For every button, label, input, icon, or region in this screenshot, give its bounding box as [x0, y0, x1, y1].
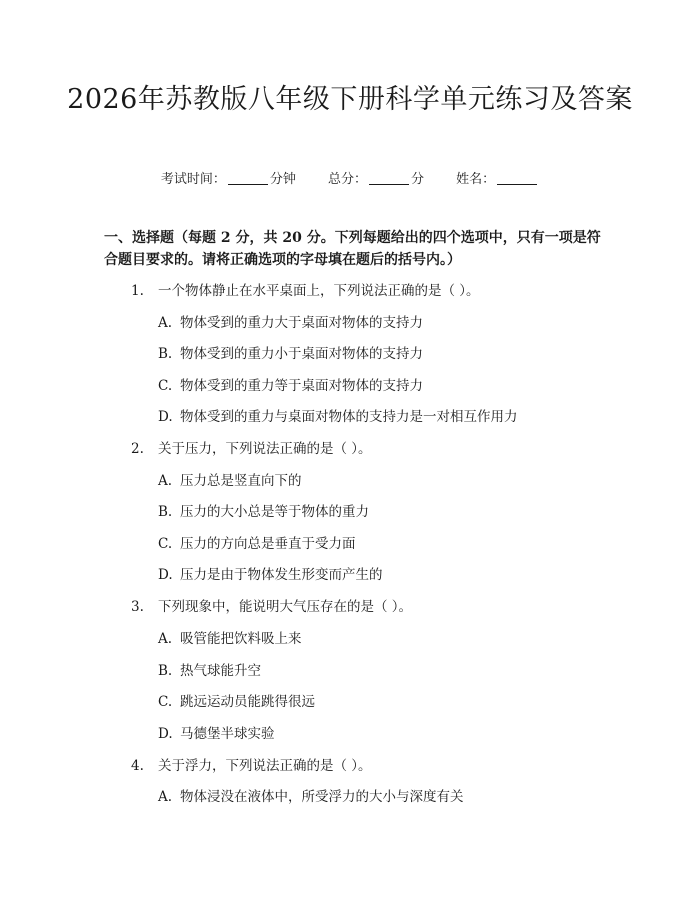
- option-letter: A.: [158, 789, 173, 805]
- question-number: 1.: [131, 283, 144, 299]
- q1-option-b[interactable]: [158, 344, 423, 364]
- exam-time-label: 考试时间：: [160, 172, 226, 187]
- q2-option-c[interactable]: [158, 534, 356, 554]
- question-number: 3.: [131, 599, 144, 615]
- q3-option-d[interactable]: [158, 724, 275, 744]
- option-letter: D.: [158, 409, 173, 425]
- question-text: 关于压力，下列说法正确的是（ ）。: [158, 441, 372, 457]
- page-title: 2026年苏教版八年级下册科学单元练习及答案: [67, 84, 633, 115]
- question-number: 2.: [131, 441, 144, 457]
- question-3: [131, 597, 412, 617]
- option-text: 热气球能升空: [180, 663, 261, 679]
- option-letter: A.: [158, 473, 173, 489]
- option-text: 物体浸没在液体中，所受浮力的大小与深度有关: [180, 789, 464, 805]
- option-text: 马德堡半球实验: [180, 726, 275, 742]
- option-letter: B.: [158, 504, 173, 520]
- question-text: 下列现象中，能说明大气压存在的是（ ）。: [158, 599, 413, 615]
- option-text: 压力的方向总是垂直于受力面: [180, 536, 356, 552]
- question-text: 关于浮力，下列说法正确的是（ ）。: [158, 758, 372, 774]
- name-label: 姓名：: [456, 172, 496, 187]
- q1-option-a[interactable]: [158, 313, 423, 333]
- q3-option-c[interactable]: [158, 692, 315, 712]
- exam-time-blank[interactable]: [228, 172, 268, 185]
- option-letter: C.: [158, 536, 173, 552]
- question-number: 4.: [131, 758, 144, 774]
- option-text: 物体受到的重力等于桌面对物体的支持力: [180, 378, 423, 394]
- option-letter: A.: [158, 315, 173, 331]
- total-score-blank[interactable]: [369, 172, 409, 185]
- question-2: [131, 439, 372, 459]
- q1-option-d[interactable]: [158, 407, 518, 427]
- option-letter: C.: [158, 378, 173, 394]
- option-letter: D.: [158, 567, 173, 583]
- total-score-field: [328, 168, 424, 187]
- total-score-unit: 分: [411, 172, 425, 187]
- option-text: 跳远运动员能跳得很远: [180, 694, 315, 710]
- name-field: [456, 168, 539, 187]
- option-text: 压力是由于物体发生形变而产生的: [180, 567, 383, 583]
- option-text: 物体受到的重力小于桌面对物体的支持力: [180, 346, 423, 362]
- q3-option-a[interactable]: [158, 629, 302, 649]
- question-text: 一个物体静止在水平桌面上，下列说法正确的是（ ）。: [158, 283, 480, 299]
- option-letter: B.: [158, 346, 173, 362]
- option-text: 压力总是竖直向下的: [180, 473, 302, 489]
- exam-time-field: [161, 168, 296, 187]
- exam-time-unit: 分钟: [269, 172, 296, 187]
- option-letter: A.: [158, 631, 173, 647]
- option-text: 压力的大小总是等于物体的重力: [180, 504, 369, 520]
- q2-option-a[interactable]: [158, 471, 302, 491]
- option-text: 吸管能把饮料吸上来: [180, 631, 302, 647]
- exam-meta: [0, 168, 700, 187]
- option-letter: D.: [158, 726, 173, 742]
- option-text: 物体受到的重力与桌面对物体的支持力是一对相互作用力: [180, 409, 518, 425]
- q2-option-d[interactable]: [158, 565, 383, 585]
- question-1: [131, 281, 480, 301]
- name-blank[interactable]: [497, 172, 537, 185]
- q2-option-b[interactable]: [158, 502, 369, 522]
- section-heading: 一、选择题（每题 2 分，共 20 分。下列每题给出的四个选项中，只有一项是符合题目要求的。请将正确选项的字母填在题后的括号内。）: [104, 230, 601, 268]
- q4-option-a[interactable]: [158, 787, 464, 807]
- option-text: 物体受到的重力大于桌面对物体的支持力: [180, 315, 423, 331]
- q3-option-b[interactable]: [158, 661, 261, 681]
- question-4: [131, 756, 372, 776]
- option-letter: C.: [158, 694, 173, 710]
- total-score-label: 总分：: [327, 172, 367, 187]
- option-letter: B.: [158, 663, 173, 679]
- q1-option-c[interactable]: [158, 376, 423, 396]
